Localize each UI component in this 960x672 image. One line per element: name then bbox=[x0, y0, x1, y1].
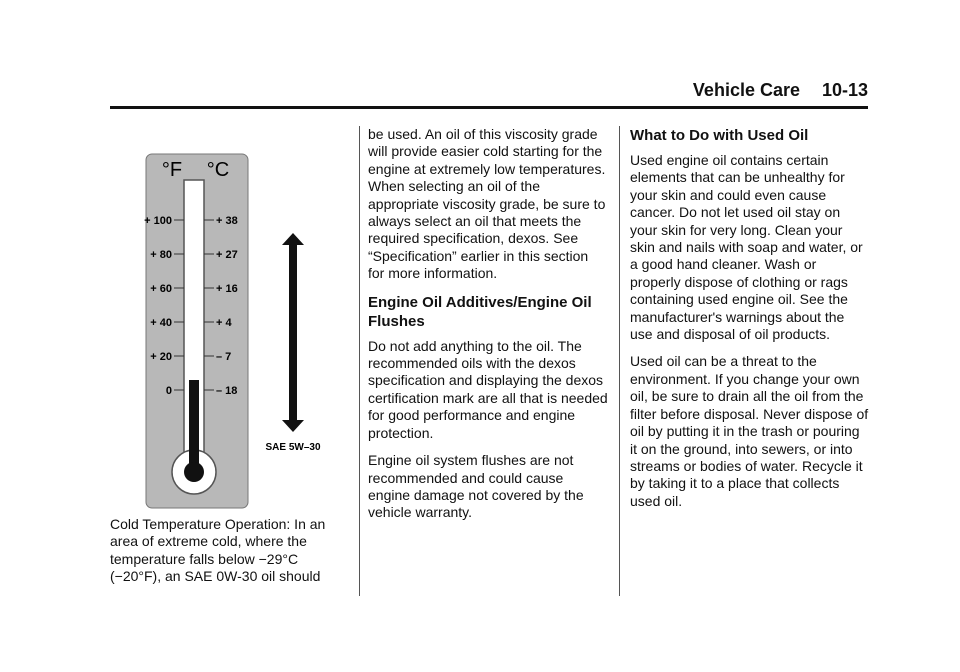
celsius-tick-label: + 27 bbox=[216, 249, 238, 261]
celsius-tick-label: + 38 bbox=[216, 215, 238, 227]
cold-operation-text: Cold Temperature Operation: In an area of extreme cold, where the temperature falls below −29°C (−20°F), an SAE 0W-30 oil should bbox=[110, 516, 326, 585]
thermometer-bulb-fill bbox=[184, 462, 204, 482]
viscosity-paragraph: be used. An oil of this viscosity grade will provide easier cold starting for the engine at extremely low temperatures. When selecting an oil of the appropriate viscosity grade, be sure to always select an oil that meets the required specification, dexos. See “Specification” earlier in this section for more information. bbox=[368, 126, 606, 282]
thermometer-figure bbox=[110, 140, 348, 510]
additives-paragraph: Do not add anything to the oil. The recommended oils with the dexos specification and displaying the dexos certification mark are all that is needed for good performance and engine protection. bbox=[368, 337, 608, 441]
column-3 bbox=[630, 126, 870, 520]
used-oil-paragraph-1: Used engine oil contains certain elements that can be unhealthy for your skin and could even cause cancer. Do not let used oil stay on your skin for very long. Clean your skin and nails with soap and water, or a good hand cleaner. Wash or properly dispose of clothing or rags containing used engine oil. See the manufacturer's warnings about the use and disposal of oil products. bbox=[630, 152, 863, 343]
section-title: Vehicle Care bbox=[692, 80, 800, 100]
fahrenheit-tick-label: + 100 bbox=[144, 215, 172, 227]
fahrenheit-tick-label: 0 bbox=[165, 385, 172, 397]
page-number: 10-13 bbox=[821, 80, 868, 100]
column-divider bbox=[359, 126, 360, 596]
celsius-tick-label: – 7 bbox=[216, 351, 232, 363]
celsius-tick-label: + 4 bbox=[216, 317, 232, 329]
viscosity-range-arrow bbox=[282, 233, 304, 432]
celsius-label: °C bbox=[206, 159, 230, 181]
used-oil-paragraph-2: Used oil can be a threat to the environment. If you change your own oil, be sure to drain all the oil from the filter before disposal. Never dispose of oil by putting it in the trash or pouring it on the ground, into sewers, or into streams or bodies of water. Recycle it by taking it to a place that collects used oil. bbox=[630, 353, 869, 509]
flushes-paragraph: Engine oil system flushes are not recommended and could cause engine damage not covered by the vehicle warranty. bbox=[368, 452, 584, 521]
additives-heading: Engine Oil Additives/Engine Oil Flushes bbox=[368, 293, 592, 330]
column-2 bbox=[368, 126, 608, 532]
column-divider bbox=[619, 126, 620, 596]
used-oil-heading: What to Do with Used Oil bbox=[630, 127, 809, 144]
celsius-tick-label: + 16 bbox=[216, 283, 238, 295]
fahrenheit-label: °F bbox=[161, 159, 183, 181]
fahrenheit-tick-label: + 60 bbox=[150, 283, 172, 295]
viscosity-label: SAE 5W–30 bbox=[265, 442, 321, 453]
fahrenheit-tick-label: + 40 bbox=[150, 317, 172, 329]
fahrenheit-tick-label: + 20 bbox=[150, 351, 172, 363]
fahrenheit-tick-label: + 80 bbox=[150, 249, 172, 261]
thermometer-mercury bbox=[189, 380, 199, 470]
celsius-tick-label: – 18 bbox=[216, 385, 238, 397]
page-header bbox=[110, 80, 868, 109]
